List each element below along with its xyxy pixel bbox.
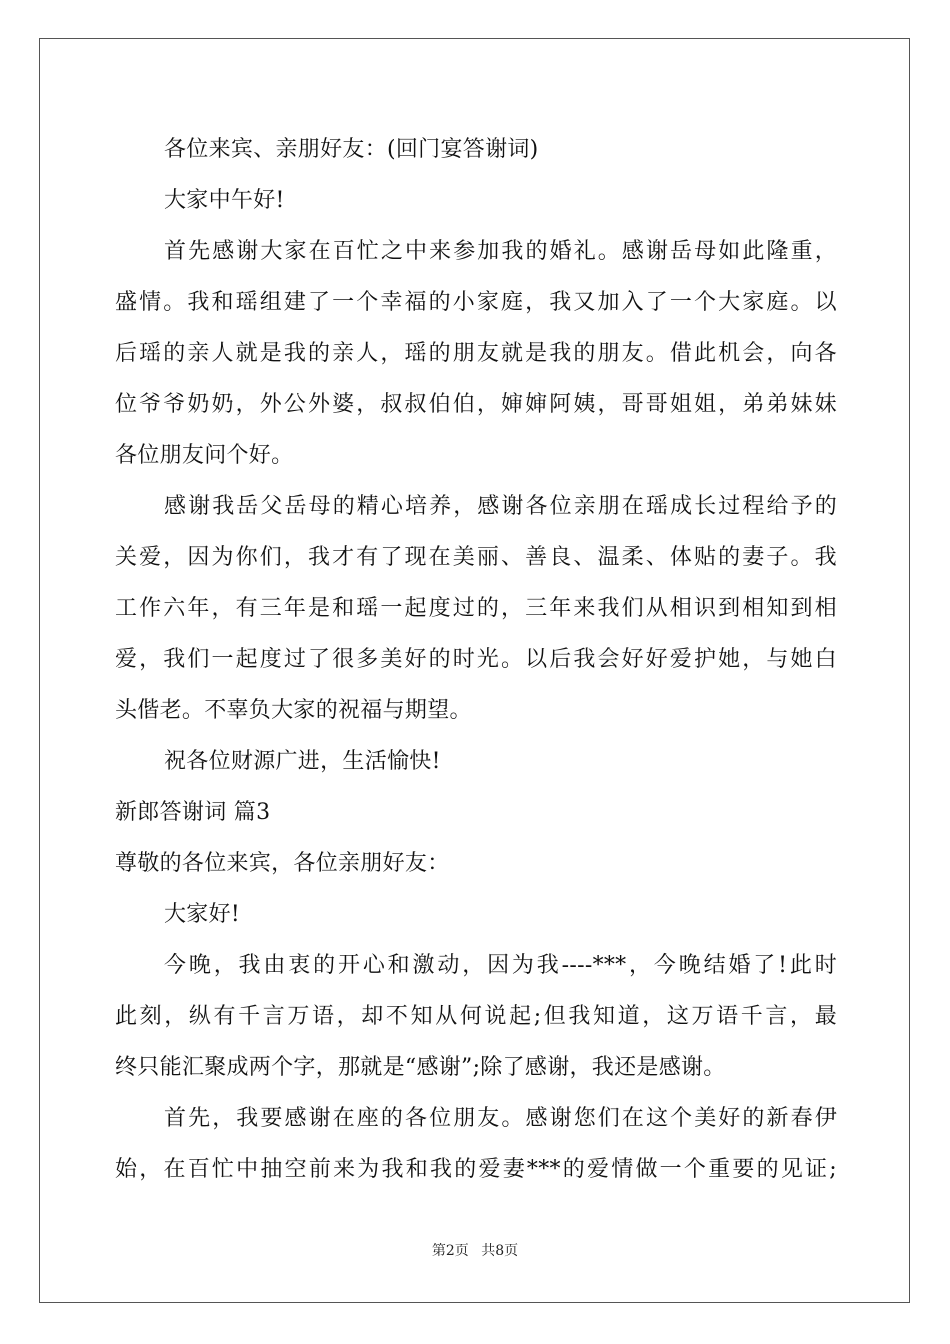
paragraph-line: 爱，我们一起度过了很多美好的时光。以后我会好好爱护她，与她白 <box>115 647 837 672</box>
paragraph-line: 位爷爷奶奶，外公外婆，叔叔伯伯，婶婶阿姨，哥哥姐姐，弟弟妹妹 <box>115 392 837 417</box>
paragraph-line: 关爱，因为你们，我才有了现在美丽、善良、温柔、体贴的妻子。我 <box>115 545 837 570</box>
document-body <box>115 124 837 1195</box>
paragraph-line: 今晚，我由衷的开心和激动，因为我----***，今晚结婚了!此时 <box>164 953 837 978</box>
page-total: 共8页 <box>481 1243 519 1259</box>
paragraph-line: 后瑶的亲人就是我的亲人，瑶的朋友就是我的朋友。借此机会，向各 <box>115 341 837 366</box>
paragraph-line: 此刻，纵有千言万语，却不知从何说起;但我知道，这万语千言，最 <box>115 1004 837 1029</box>
salutation-line: 尊敬的各位来宾，各位亲朋好友： <box>115 851 450 876</box>
greeting-line: 大家好! <box>164 902 241 927</box>
greeting-line: 大家中午好! <box>164 188 285 213</box>
paragraph-line: 各位朋友问个好。 <box>115 443 294 468</box>
section-heading: 新郎答谢词 篇3 <box>115 800 271 825</box>
salutation-line: 各位来宾、亲朋好友：(回门宴答谢词) <box>164 137 539 162</box>
paragraph-line: 始，在百忙中抽空前来为我和我的爱妻***的爱情做一个重要的见证; <box>115 1157 837 1182</box>
paragraph-line: 工作六年，有三年是和瑶一起度过的，三年来我们从相识到相知到相 <box>115 596 837 621</box>
page-number: 第2页 <box>431 1243 469 1259</box>
paragraph-line: 首先，我要感谢在座的各位朋友。感谢您们在这个美好的新春伊 <box>164 1106 837 1131</box>
paragraph-line: 头偕老。不辜负大家的祝福与期望。 <box>115 698 472 723</box>
paragraph-line: 盛情。我和瑶组建了一个幸福的小家庭，我又加入了一个大家庭。以 <box>115 290 837 315</box>
page-footer <box>0 1240 950 1260</box>
wish-line: 祝各位财源广进，生活愉快! <box>164 749 441 774</box>
paragraph-line: 终只能汇聚成两个字，那就是“感谢”;除了感谢，我还是感谢。 <box>115 1055 726 1080</box>
paragraph-line: 感谢我岳父岳母的精心培养，感谢各位亲朋在瑶成长过程给予的 <box>164 494 837 519</box>
paragraph-line: 首先感谢大家在百忙之中来参加我的婚礼。感谢岳母如此隆重， <box>164 239 837 264</box>
